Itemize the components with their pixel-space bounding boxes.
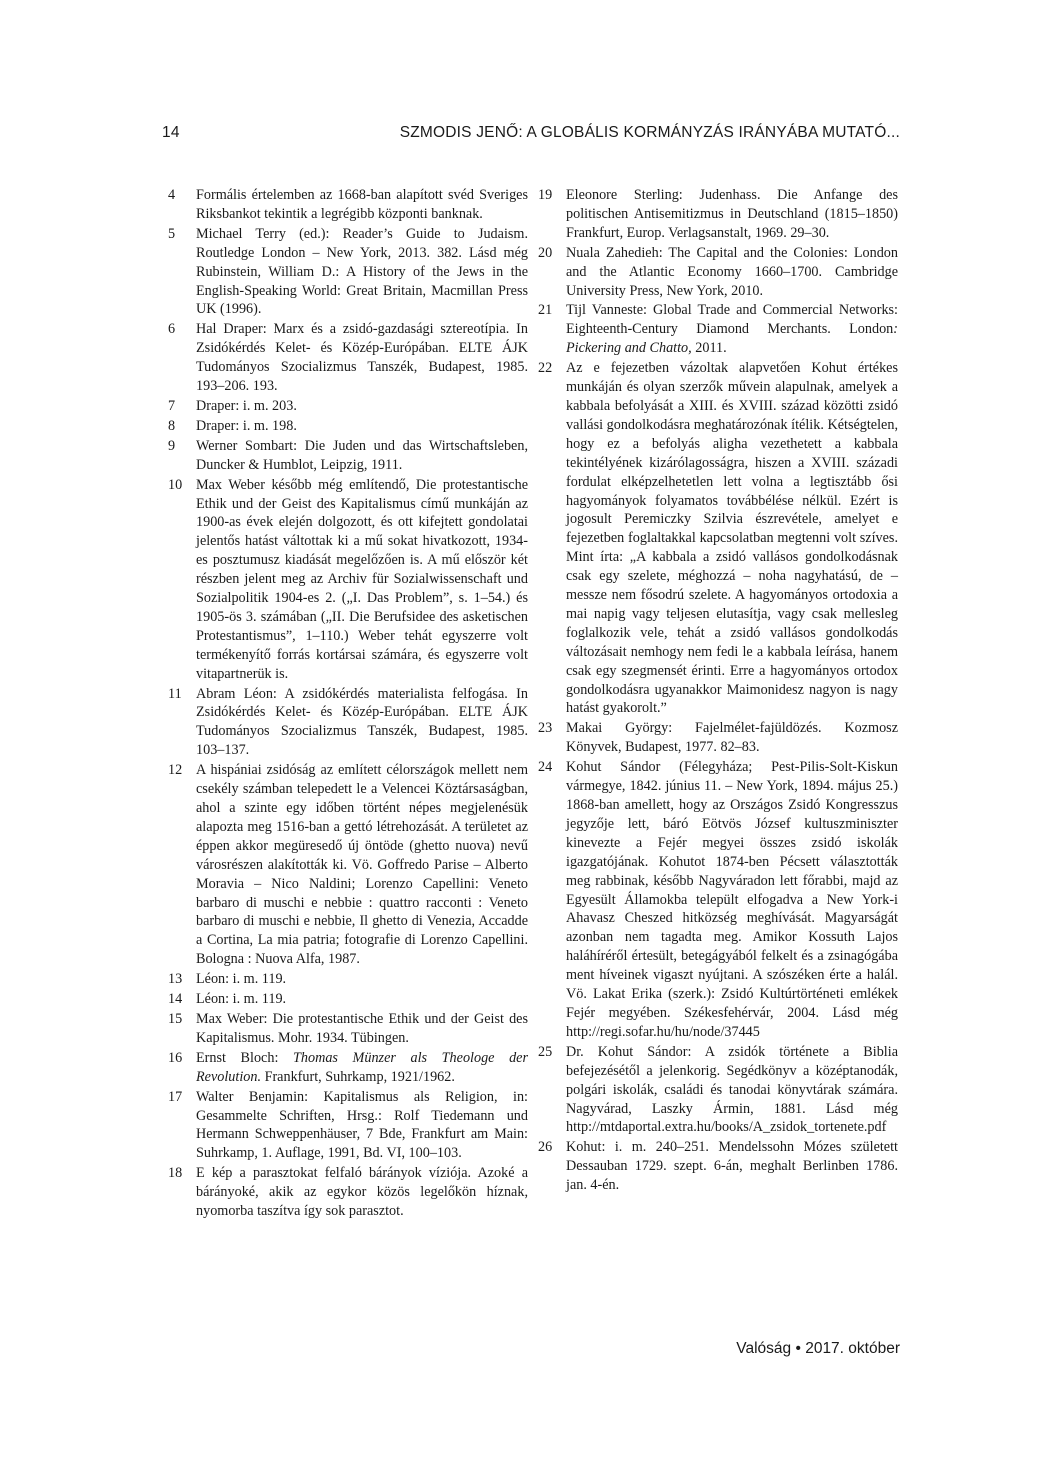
footnote-text: Formális értelemben az 1668-ban alapított svéd Sveriges Riksbankot tekintik a legrégibb központi banknak. <box>196 187 528 222</box>
footnote-number: 5 <box>168 225 176 242</box>
italic-title: : Pickering and Chatto, <box>566 321 898 357</box>
footnote <box>538 758 898 1042</box>
footnote <box>168 1088 528 1164</box>
footnote-text: Michael Terry (ed.): Reader’s Guide to Judaism. Routledge London – New York, 2013. 382. Lásd még Rubinstein, William D.: A History of the Jews in the English-Speaking World: Great Britain, Macmillan Press UK (1996). <box>196 225 528 318</box>
footnotes-left-column <box>168 186 528 1222</box>
footnote-number: 7 <box>168 397 176 414</box>
footnote-number: 6 <box>168 321 176 338</box>
footnote-number: 20 <box>538 244 553 261</box>
footnote <box>538 244 898 301</box>
footnote <box>168 186 528 224</box>
footnote-number: 9 <box>168 437 176 454</box>
footnote-text: Draper: i. m. 203. <box>196 397 297 414</box>
footnote <box>168 476 528 684</box>
footnote <box>168 1010 528 1048</box>
italic-title: Thomas Münzer als Theologe der Revolution. <box>196 1049 528 1085</box>
footnote-text: Abram Léon: A zsidókérdés materialista felfogása. In Zsidókérdés Kelet- és Közép-Európában. ELTE ÁJK Tudományos Szocializmus Tanszék, Budapest, 1985. 103–137. <box>196 685 528 759</box>
footnote-number: 14 <box>168 991 183 1008</box>
footnote-text: Léon: i. m. 119. <box>196 991 287 1008</box>
footnote <box>538 719 898 757</box>
footnote-text: Az e fejezetben vázoltak alapvetően Kohut értékes munkáján és olyan szerzők művein alapulnak, amelyek a kabbala befolyását a XIII. és XVIII. század közötti zsidó vallási gondolkodásra meghatározónak ítélik. Kétségtelen, hogy ez a befolyás aligha vezethetett a kabbala tekintélyének kizárólagosságra, hiszen a XVIII. századi fordulat elképzelhetetlen lett volna a legtisztább ősi hagyományok folyamatos továbbélése nélkül. Ezért is jogosult Peremiczky Szilvia észrevétele, amelyet e fejezetben foglaltakkal kapcsolatban megtenni volt szíves. Mint írta: „A kabbala a zsidó vallásos gondolkodásnak csak egy szelete, méghozzá – noha nagyhatású, de – messze nem fősodrú szelete. A hagyományos ortodoxia a mai napig vagy teljesen elutasítja, vagy csak mellesleg foglalkozik vele, tehát a zsidó vallásos gondolkodás változásait nemhogy nem fedi le a kabbala leírása, hanem csak egy szegmensét érinti. Erre a hagyományos ortodox gondolkodásra ugyanakkor Maimonidesz nagyon is nagy hatást gyakorolt.” <box>566 360 898 717</box>
footnote-text: Makai György: Fajelmélet-fajüldözés. Kozmosz Könyvek, Budapest, 1977. 82–83. <box>566 720 898 756</box>
footnote-text: Max Weber: Die protestantische Ethik und der Geist des Kapitalismus. Mohr. 1934. Tübingen. <box>196 1010 528 1046</box>
running-title: SZMODIS JENŐ: A GLOBÁLIS KORMÁNYZÁS IRÁNYÁBA MUTATÓ... <box>399 124 900 141</box>
footnote-number: 16 <box>168 1049 183 1066</box>
page-footer: Valóság • 2017. október <box>736 1340 900 1357</box>
footnote-text: Kohut Sándor (Félegyháza; Pest-Pilis-Solt-Kiskun vármegye, 1842. június 11. – New York, 1894. május 25.) 1868-ban amellett, hogy az Országos Zsidó Kongresszus jegyzője lett, báró Eötvös József kultuszminiszter kinevezte a Fejér megyei összes zsidó iskolák igazgatójának. Kohutot 1874-ben Pécsett választották meg rabbinak, később Nagyváradon lett főrabbi, majd az Egyesült Államokba települt elfogadva a New York-i Ahavasz Cheszed hitközség meghívását. Magyarságát azonban nem tagadta meg. Amikor Kossuth Lajos haláhíréről értesült, betegágyából felkelt és a zsinagógába ment híveinek vigaszt nyújtani. A szószéken érte a halál. Vö. Lakat Erika (szerk.): Zsidó Kultúrtörténeti emlékek Fejér megyében. Székesfehérvár, 2004. Lásd még http://regi.sofar.hu/hu/node/37445 <box>566 759 898 1040</box>
footnote-number: 26 <box>538 1139 553 1156</box>
footnote <box>168 685 528 761</box>
footnote-text: Ernst Bloch: Thomas Münzer als Theologe der Revolution. Frankfurt, Suhrkamp, 1921/1962. <box>196 1049 528 1085</box>
footnote <box>538 359 898 718</box>
footnotes-right-column <box>538 186 898 1196</box>
footnote <box>538 186 898 243</box>
footnote <box>168 437 528 475</box>
footnote <box>168 1049 528 1087</box>
footnote-text: Draper: i. m. 198. <box>196 417 297 434</box>
footnote-number: 21 <box>538 302 553 319</box>
footnote-text: Nuala Zahedieh: The Capital and the Colonies: London and the Atlantic Economy 1660–1700. Cambridge University Press, New York, 2010. <box>566 244 898 299</box>
footnote-text: Kohut: i. m. 240–251. Mendelssohn Mózes született Dessauban 1729. szept. 6-án, meghalt Berlinben 1786. jan. 4-én. <box>566 1139 898 1194</box>
footnote <box>168 990 528 1009</box>
footnote-text: Hal Draper: Marx és a zsidó-gazdasági sztereotípia. In Zsidókérdés Kelet- és Közép-Európában. ELTE ÁJK Tudományos Szocializmus Tanszék, Budapest, 1985. 193–206. 193. <box>196 321 528 395</box>
footnote-text: Werner Sombart: Die Juden und das Wirtschaftsleben, Duncker & Humblot, Leipzig, 1911. <box>196 437 528 473</box>
footnote <box>538 1138 898 1195</box>
footnote <box>168 970 528 989</box>
footnote <box>168 320 528 396</box>
footnote-number: 11 <box>168 685 182 702</box>
footnote <box>168 1164 528 1221</box>
footnote <box>168 417 528 436</box>
footnote <box>168 761 528 969</box>
footnote-number: 15 <box>168 1010 183 1027</box>
footnote-number: 8 <box>168 417 176 434</box>
footnote-text: Max Weber később még említendő, Die protestantische Ethik und der Geist des Kapitalismus című munkáján az 1900-as évek elején dolgozott, és ott kifejtett gondolatai jelentős hatást váltottak ki a mű sokat hivatkozott, 1934-es posztumusz kiadását megelőzően is. A mű először két részben jelent meg az Archiv für Sozialwissenschaft und Sozialpolitik 1904-es 2. („I. Das Problem”, s. 1–54.) és 1905-ös 3. számában („II. Die Berufsidee des asketischen Protestantismus”, 1–110.) Weber tehát egyszerre volt termékenyítő forrás kortársai számára, és egyszerre volt vitapartnerük is. <box>196 476 528 682</box>
footnote-text: Léon: i. m. 119. <box>196 971 287 988</box>
footnote-number: 17 <box>168 1088 183 1105</box>
footnote-number: 18 <box>168 1165 183 1182</box>
footnote-text: A hispániai zsidóság az említett célországok mellett nem csekély számban telepedett le a Velencei Köztársaságban, ahol a szinte egy időben történt népes megjelenésük alapozta meg 1516-ban a gettó létrehozását. A területet az éppen akkor megüresedő új öntöde (ghetto nuova) nevű városrészen alakították ki. Vö. Goffredo Parise – Alberto Moravia – Nico Naldini; Lorenzo Capellini: Veneto barbaro di muschi e nebbie : quattro racconti : Veneto barbaro di muschi e nebbie, Il ghetto di Venezia, Accadde a Cortina, La mia patria; fotografie di Lorenzo Capellini. Bologna : Nuova Alfa, 1987. <box>196 762 528 968</box>
footnote-number: 4 <box>168 187 176 203</box>
footnote-number: 24 <box>538 759 553 776</box>
footnote-number: 12 <box>168 762 183 779</box>
footnote-number: 19 <box>538 187 553 203</box>
footnote-number: 10 <box>168 476 183 493</box>
footnote <box>538 1043 898 1138</box>
footnote-number: 13 <box>168 971 183 988</box>
footnote <box>538 301 898 358</box>
footnote-text: Walter Benjamin: Kapitalismus als Religion, in: Gesammelte Schriften, Hrsg.: Rolf Tiedemann und Hermann Schweppenhäuser, 7 Bde, Frankfurt am Main: Suhrkamp, 1. Auflage, 1991, Bd. VI, 100–103. <box>196 1088 528 1162</box>
footnote <box>168 397 528 416</box>
footnote-text: Tijl Vanneste: Global Trade and Commercial Networks: Eighteenth-Century Diamond Merchants. London: Pickering and Chatto, 2011. <box>566 302 898 357</box>
footnote-text: Eleonore Sterling: Judenhass. Die Anfange des politischen Antisemitizmus in Deutschland (1815–1850) Frankfurt, Europ. Verlagsanstalt, 1969. 29–30. <box>566 187 898 241</box>
footnote-text: Dr. Kohut Sándor: A zsidók története a Biblia befejezésétől a jelenkorig. Segédkönyv a középtanodák, polgári iskolák, családi és tanodai könyvtárak számára. Nagyvárad, Laszky Ármin, 1881. Lásd még http://mtdaportal.extra.hu/books/A_zsidok_tortenete.pdf <box>566 1043 898 1136</box>
footnote-text: E kép a parasztokat felfaló bárányok víziója. Azoké a bárányoké, akik az egykor közös legelőkön híznak, nyomorba taszítva így sok parasztot. <box>196 1165 528 1220</box>
footnote <box>168 225 528 320</box>
page-header <box>162 124 900 148</box>
page-number: 14 <box>162 124 180 141</box>
footnote-number: 22 <box>538 360 553 377</box>
footnote-number: 25 <box>538 1043 553 1060</box>
footnote-number: 23 <box>538 720 553 737</box>
